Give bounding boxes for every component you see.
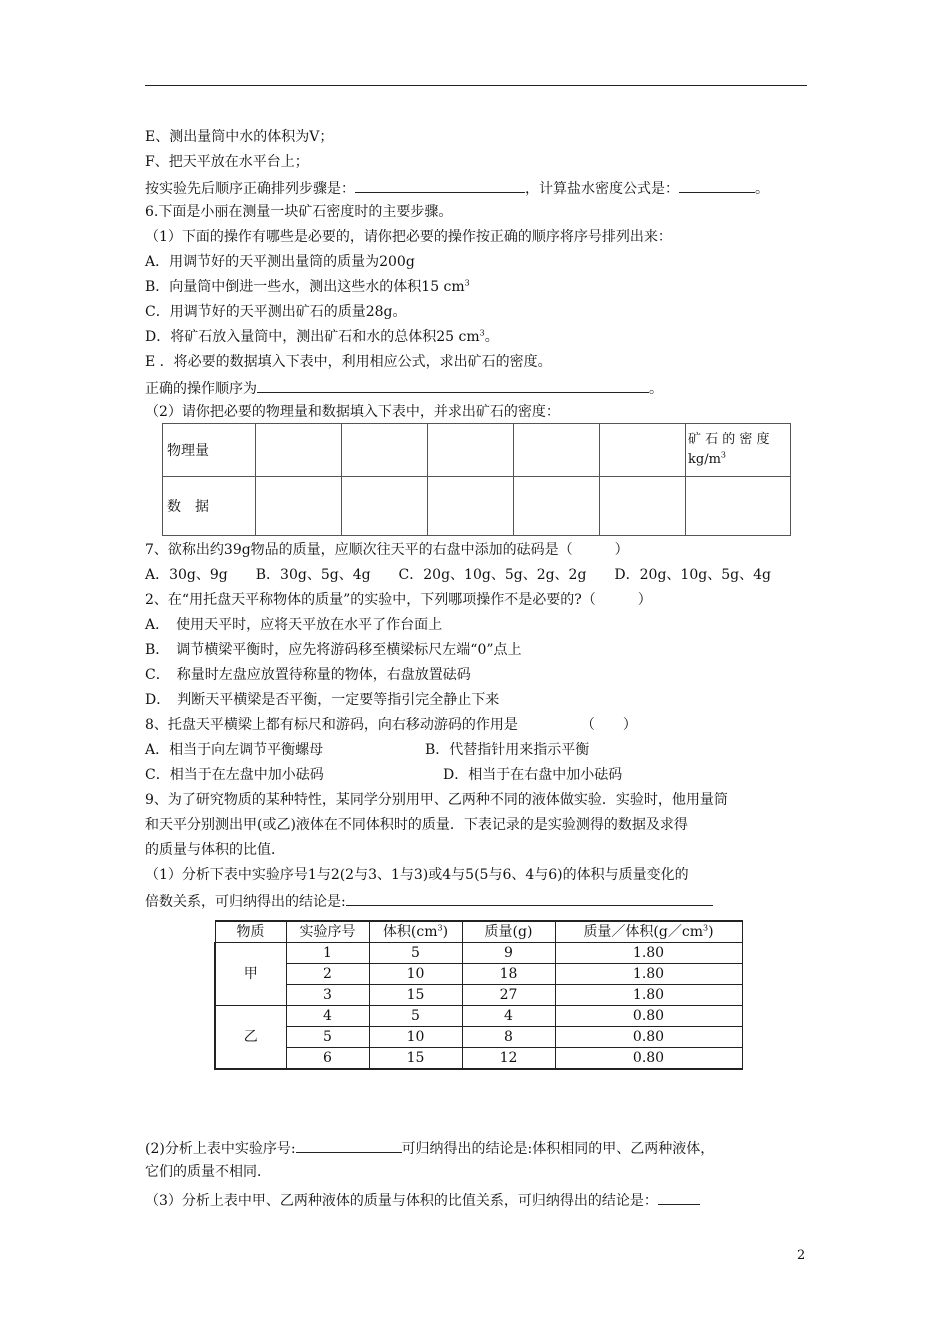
question-6: 6.下面是小丽在测量一块矿石密度时的主要步骤。 bbox=[145, 204, 453, 220]
table-cell[interactable] bbox=[342, 477, 428, 536]
table-cell[interactable] bbox=[514, 424, 600, 477]
header-text: 体积(cm bbox=[382, 924, 438, 940]
table-row bbox=[215, 964, 742, 985]
sup: 3 bbox=[464, 278, 470, 288]
q6-option-a: A．用调节好的天平测出量筒的质量为200g bbox=[145, 254, 415, 270]
group-b: 乙 bbox=[215, 1006, 286, 1070]
formula-blank[interactable] bbox=[679, 177, 755, 193]
question-6-part2: （2）请你把必要的物理量和数据填入下表中，并求出矿石的密度： bbox=[145, 404, 560, 420]
period: 。 bbox=[649, 381, 663, 397]
q9-part1-line2 bbox=[145, 890, 713, 912]
question-2: 2、在“用托盘天平称物体的质量”的实验中，下列哪项操作不是必要的?（ ） bbox=[145, 592, 652, 608]
table-cell[interactable] bbox=[256, 477, 342, 536]
cell-mass: 9 bbox=[462, 943, 555, 964]
q9-part3-text: （3）分析上表中甲、乙两种液体的质量与体积的比值关系，可归纳得出的结论是： bbox=[145, 1193, 658, 1209]
question-9-line2: 和天平分别测出甲(或乙)液体在不同体积时的质量．下表记录的是实验测得的数据及求得 bbox=[145, 817, 688, 833]
q6-option-e: E ．将必要的数据填入下表中，利用相应公式，求出矿石的密度。 bbox=[145, 354, 552, 370]
table-cell[interactable] bbox=[600, 424, 686, 477]
q6-order-line bbox=[145, 377, 663, 399]
cell-mass: 18 bbox=[462, 964, 555, 985]
question-9-line1: 9、为了研究物质的某种特性，某同学分别用甲、乙两种不同的液体做实验．实验时，他用量筒 bbox=[145, 792, 728, 808]
cell-volume: 15 bbox=[369, 985, 462, 1006]
q8-option-c: C．相当于在左盘中加小砝码 bbox=[145, 767, 324, 783]
density-header-text: 矿 石 的 密 度 bbox=[688, 432, 770, 447]
row-label-quantity: 物理量 bbox=[163, 424, 256, 477]
order-blank[interactable] bbox=[355, 177, 525, 193]
sup: 3 bbox=[437, 923, 443, 933]
header-ratio bbox=[555, 921, 742, 943]
cell-seq: 3 bbox=[286, 985, 369, 1006]
cell-seq: 6 bbox=[286, 1048, 369, 1070]
cell-ratio: 1.80 bbox=[555, 964, 742, 985]
density-header bbox=[686, 424, 791, 477]
q2-option-b: B． 调节横梁平衡时，应先将游码移至横梁标尺左端“0”点上 bbox=[145, 642, 522, 658]
period: 。 bbox=[755, 181, 769, 197]
header-substance bbox=[215, 921, 286, 943]
cell-mass: 12 bbox=[462, 1048, 555, 1070]
cell-ratio: 1.80 bbox=[555, 985, 742, 1006]
question-8: 8、托盘天平横梁上都有标尺和游码，向右移动游码的作用是 （ ） bbox=[145, 717, 637, 733]
q9-part1-text: 倍数关系，可归纳得出的结论是: bbox=[145, 894, 346, 910]
q9-part2-line2: 它们的质量不相同． bbox=[145, 1164, 271, 1180]
table-cell[interactable] bbox=[428, 477, 514, 536]
q6-order-blank[interactable] bbox=[257, 377, 649, 393]
table-cell[interactable] bbox=[256, 424, 342, 477]
sup: 3 bbox=[479, 328, 485, 338]
cell-volume: 10 bbox=[369, 1027, 462, 1048]
header-sequence bbox=[286, 921, 369, 943]
cell-volume: 5 bbox=[369, 1006, 462, 1027]
q9-part2-blank[interactable] bbox=[296, 1137, 402, 1153]
sup: 3 bbox=[702, 923, 709, 933]
question-7-options: A．30g、9g B．30g、5g、4g C．20g、10g、5g、2g、2g D．20g、10g、5g、4g bbox=[145, 567, 771, 583]
q6-option-b-text: B．向量筒中倒进一些水，测出这些水的体积15 cm bbox=[145, 279, 465, 295]
mineral-density-table bbox=[162, 423, 791, 536]
liquid-data-table bbox=[214, 920, 743, 1070]
group-a: 甲 bbox=[215, 943, 286, 1006]
row-label-data: 数 据 bbox=[163, 477, 256, 536]
q6-option-d-text: D．将矿石放入量筒中，测出矿石和水的总体积25 cm bbox=[145, 329, 480, 345]
q6-option-b bbox=[145, 277, 470, 297]
sup: 3 bbox=[720, 450, 726, 460]
header-mass bbox=[462, 921, 555, 943]
cell-seq: 2 bbox=[286, 964, 369, 985]
table-cell[interactable] bbox=[600, 477, 686, 536]
cell-volume: 10 bbox=[369, 964, 462, 985]
step-f: F、把天平放在水平台上； bbox=[145, 154, 309, 170]
cell-ratio: 0.80 bbox=[555, 1006, 742, 1027]
q2-option-a: A． 使用天平时，应将天平放在水平了作台面上 bbox=[145, 617, 443, 633]
table-row bbox=[215, 985, 742, 1006]
table-cell[interactable] bbox=[428, 424, 514, 477]
cell-seq: 1 bbox=[286, 943, 369, 964]
header-text: ) bbox=[708, 924, 714, 940]
q9-part2-conclusion: 可归纳得出的结论是:体积相同的甲、乙两种液体， bbox=[401, 1141, 715, 1157]
q2-option-c: C． 称量时左盘应放置待称量的物体，右盘放置砝码 bbox=[145, 667, 471, 683]
question-9-line3: 的质量与体积的比值． bbox=[145, 842, 285, 858]
q6-option-c: C．用调节好的天平测出矿石的质量28g。 bbox=[145, 304, 407, 320]
step-e: E、测出量筒中水的体积为V； bbox=[145, 129, 334, 145]
header-text: 质量／体积(g／cm bbox=[583, 924, 703, 940]
cell-ratio: 0.80 bbox=[555, 1048, 742, 1070]
table-cell[interactable] bbox=[514, 477, 600, 536]
table-cell[interactable] bbox=[686, 477, 791, 536]
table-row bbox=[215, 1027, 742, 1048]
question-6-part1: （1）下面的操作有哪些是必要的，请你把必要的操作按正确的顺序将序号排列出来： bbox=[145, 229, 672, 245]
cell-volume: 5 bbox=[369, 943, 462, 964]
page-number: 2 bbox=[797, 1248, 806, 1263]
q6-option-d bbox=[145, 327, 499, 347]
cell-ratio: 0.80 bbox=[555, 1027, 742, 1048]
density-unit-text: kg/m bbox=[688, 452, 721, 467]
q9-part2-text: (2)分析上表中实验序号: bbox=[145, 1141, 296, 1157]
q8-option-d: D．相当于在右盘中加小砝码 bbox=[443, 767, 623, 783]
q2-option-d: D． 判断天平横梁是否平衡，一定要等指引完全静止下来 bbox=[145, 692, 500, 708]
header-text: ) bbox=[442, 924, 449, 940]
table-row bbox=[215, 943, 742, 964]
q9-part1-blank[interactable] bbox=[346, 890, 713, 906]
order-text: 按实验先后顺序正确排列步骤是： bbox=[145, 181, 355, 197]
q9-part3 bbox=[145, 1189, 700, 1211]
header-volume bbox=[369, 921, 462, 943]
formula-text: ，计算盐水密度公式是： bbox=[525, 181, 679, 197]
q9-part2-line1 bbox=[145, 1137, 714, 1159]
cell-mass: 27 bbox=[462, 985, 555, 1006]
cell-seq: 4 bbox=[286, 1006, 369, 1027]
cell-mass: 4 bbox=[462, 1006, 555, 1027]
question-7: 7、欲称出约39g物品的质量，应顺次往天平的右盘中添加的砝码是（ ） bbox=[145, 542, 629, 558]
density-unit bbox=[688, 450, 790, 470]
header-text: 实验序号 bbox=[299, 924, 356, 940]
header-text: 质量(g) bbox=[484, 924, 533, 940]
cell-mass: 8 bbox=[462, 1027, 555, 1048]
table-cell[interactable] bbox=[342, 424, 428, 477]
cell-seq: 5 bbox=[286, 1027, 369, 1048]
q8-option-b: B．代替指针用来指示平衡 bbox=[425, 742, 590, 758]
q6-order-text: 正确的操作顺序为 bbox=[145, 381, 257, 397]
period: 。 bbox=[484, 329, 499, 345]
q8-option-a: A．相当于向左调节平衡螺母 bbox=[145, 742, 324, 758]
cell-ratio: 1.80 bbox=[555, 943, 742, 964]
header-rule bbox=[145, 85, 807, 86]
table-row bbox=[215, 1006, 742, 1027]
q9-part1-line1: （1）分析下表中实验序号1与2(2与3、1与3)或4与5(5与6、4与6)的体积与质量变化的 bbox=[145, 867, 689, 883]
q9-part3-blank[interactable] bbox=[658, 1189, 700, 1205]
header-text: 物质 bbox=[236, 924, 265, 940]
q8-options-cd bbox=[145, 765, 622, 785]
table-row bbox=[215, 1048, 742, 1070]
order-line bbox=[145, 177, 769, 199]
cell-volume: 15 bbox=[369, 1048, 462, 1070]
q8-options-ab bbox=[145, 740, 589, 760]
